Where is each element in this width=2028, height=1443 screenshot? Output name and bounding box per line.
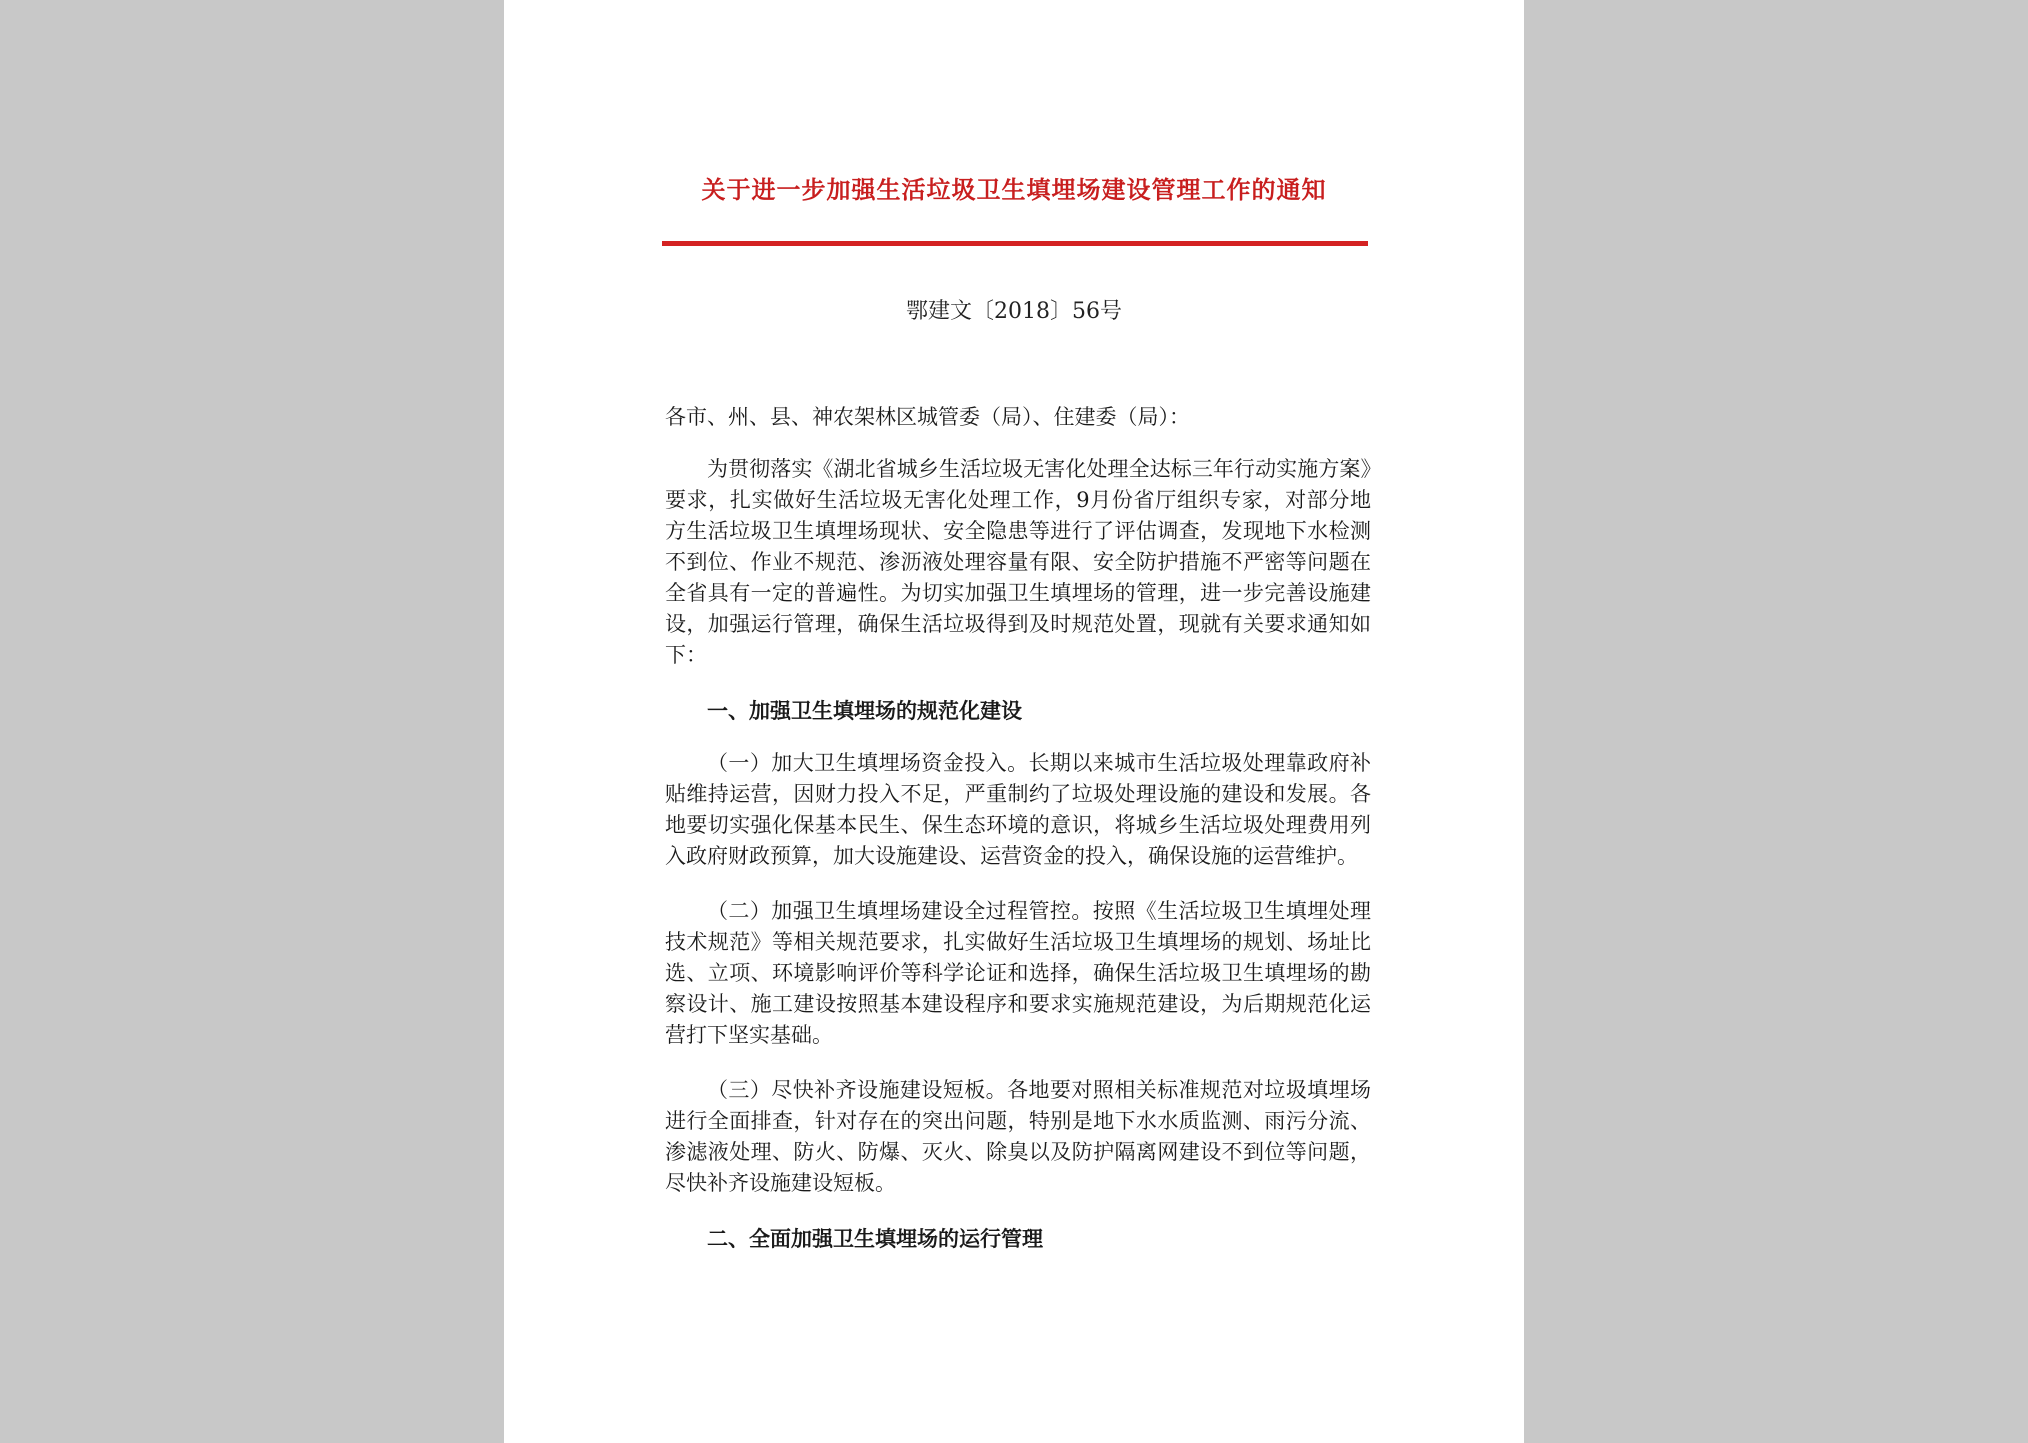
intro-paragraph: 为贯彻落实《湖北省城乡生活垃圾无害化处理全达标三年行动实施方案》要求，扎实做好生活垃圾无害化处理工作，9月份省厅组织专家，对部分地方生活垃圾卫生填埋场现状、安全隐患等进行了评估调查，发现地下水检测不到位、作业不规范、渗沥液处理容量有限、安全防护措施不严密等问题在全省具有一定的普遍性。为切实加强卫生填埋场的管理，进一步完善设施建设，加强运行管理，确保生活垃圾得到及时规范处置，现就有关要求通知如下：	[665, 457, 1371, 667]
section1-item-3: （三）尽快补齐设施建设短板。各地要对照相关标准规范对垃圾填埋场进行全面排查，针对存在的突出问题，特别是地下水水质监测、雨污分流、渗滤液处理、防火、防爆、灭火、除臭以及防护隔离网建设不到位等问题，尽快补齐设施建设短板。	[665, 1078, 1371, 1195]
section1-item-2: （二）加强卫生填埋场建设全过程管控。按照《生活垃圾卫生填埋处理技术规范》等相关规范要求，扎实做好生活垃圾卫生填埋场的规划、场址比选、立项、环境影响评价等科学论证和选择，确保生活垃圾卫生填埋场的勘察设计、施工建设按照基本建设程序和要求实施规范建设，为后期规范化运营打下坚实基础。	[665, 899, 1371, 1047]
document-number: 鄂建文〔2018〕56号	[906, 299, 1122, 324]
addressee-line: 各市、州、县、神农架林区城管委（局）、住建委（局）：	[665, 405, 1190, 429]
section1-item-1: （一）加大卫生填埋场资金投入。长期以来城市生活垃圾处理靠政府补贴维持运营，因财力投入不足，严重制约了垃圾处理设施的建设和发展。各地要切实强化保基本民生、保生态环境的意识，将城乡生活垃圾处理费用列入政府财政预算，加大设施建设、运营资金的投入，确保设施的运营维护。	[665, 751, 1371, 868]
document-title: 关于进一步加强生活垃圾卫生填埋场建设管理工作的通知	[701, 175, 1327, 204]
section-heading-2: 二、全面加强卫生填埋场的运行管理	[707, 1226, 1043, 1251]
document-body	[665, 402, 1371, 1276]
section-heading-1: 一、加强卫生填埋场的规范化建设	[707, 698, 1022, 723]
document-page	[504, 0, 1524, 1443]
red-header-rule	[662, 241, 1368, 246]
